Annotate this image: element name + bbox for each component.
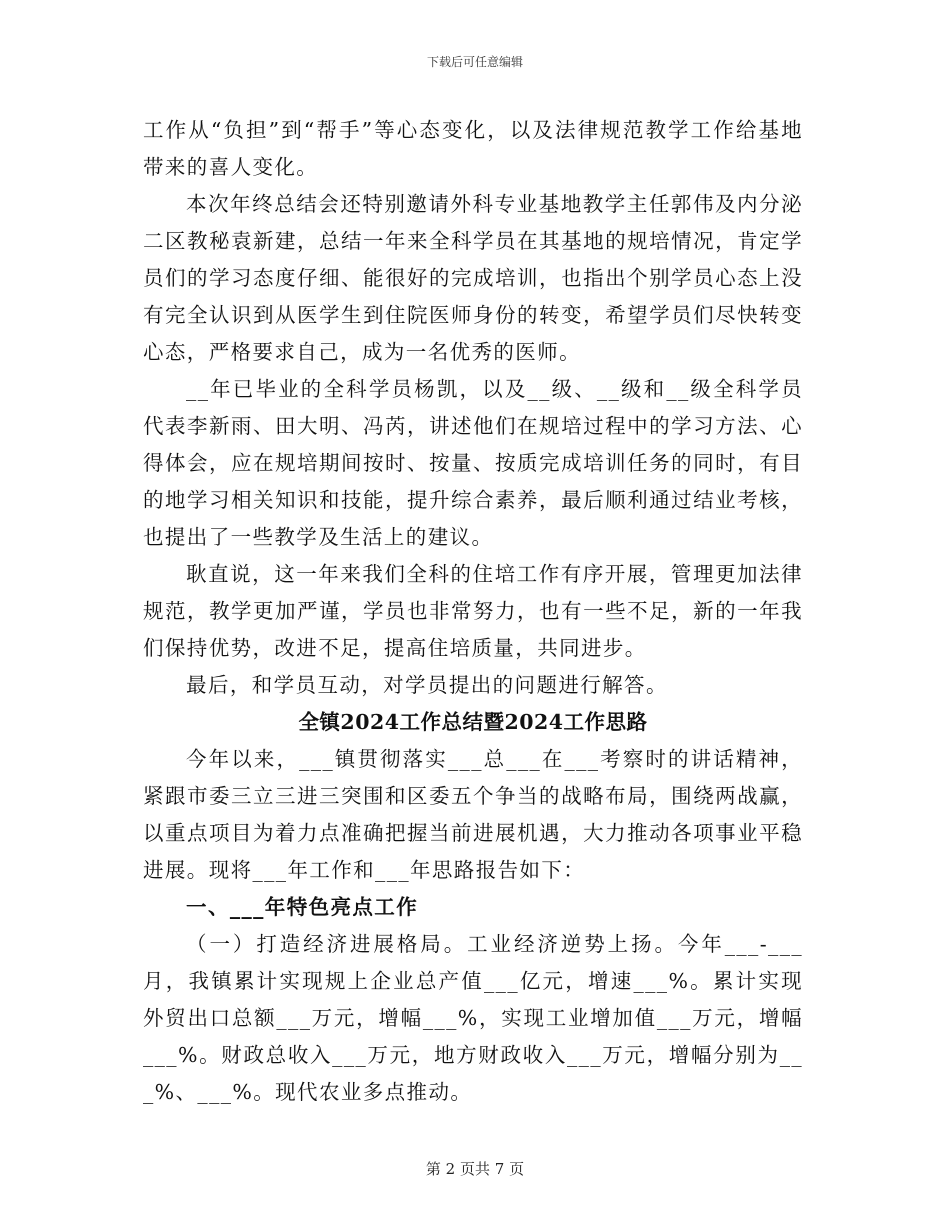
paragraph-intro: 今年以来，___镇贯彻落实___总___在___考察时的讲话精神，紧跟市委三立三进三突围和区委五个争当的战略布局，围绕两战赢，以重点项目为着力点准确把握当前进展机遇，大力推动各项事业平稳进展。现将___年工作和___年思路报告如下：: [143, 747, 803, 882]
paragraph-student-speeches: __年已毕业的全科学员杨凯，以及__级、__级和__级全科学员代表李新雨、田大明、冯芮，讲述他们在规培过程中的学习方法、心得体会，应在规培期间按时、按量、按质完成培训任务的同时，有目的地学习相关知识和技能，提升综合素养，最后顺利通过结业考核，也提出了一些教学及生活上的建议。: [143, 377, 803, 549]
paragraph-economy: （一）打造经济进展格局。工业经济逆势上扬。今年___-___月，我镇累计实现规上企业总产值___亿元，增速___%。累计实现外贸出口总额___万元，增幅___%，实现工业增加值___万元，增幅___%。财政总收入___万元，地方财政收入___万元，增幅分别为___%、___%。现代农业多点推动。: [143, 932, 803, 1104]
paragraph-year-end-meeting: 本次年终总结会还特别邀请外科专业基地教学主任郭伟及内分泌二区教秘袁新建，总结一年来全科学员在其基地的规培情况，肯定学员们的学习态度仔细、能很好的完成培训，也指出个别学员心态上没有完全认识到从医学生到住院医师身份的转变，希望学员们尽快转变心态，严格要求自己，成为一名优秀的医师。: [143, 192, 803, 364]
paragraph-summary-remarks: 耿直说，这一年来我们全科的住培工作有序开展，管理更加法律规范，教学更加严谨，学员也非常努力，也有一些不足，新的一年我们保持优势，改进不足，提高住培质量，共同进步。: [143, 562, 803, 660]
header-note: 下载后可任意编辑: [426, 55, 523, 69]
page-number: 第 2 页共 7 页: [425, 1160, 525, 1178]
document-body: [143, 112, 803, 1111]
section-heading: 一、___年特色亮点工作: [186, 895, 419, 919]
paragraph-continuation: 工作从“负担”到“帮手”等心态变化，以及法律规范教学工作给基地带来的喜人变化。: [143, 118, 803, 179]
paragraph-closing: 最后，和学员互动，对学员提出的问题进行解答。: [186, 673, 668, 697]
document-title: 全镇2024工作总结暨2024工作思路: [298, 710, 648, 734]
